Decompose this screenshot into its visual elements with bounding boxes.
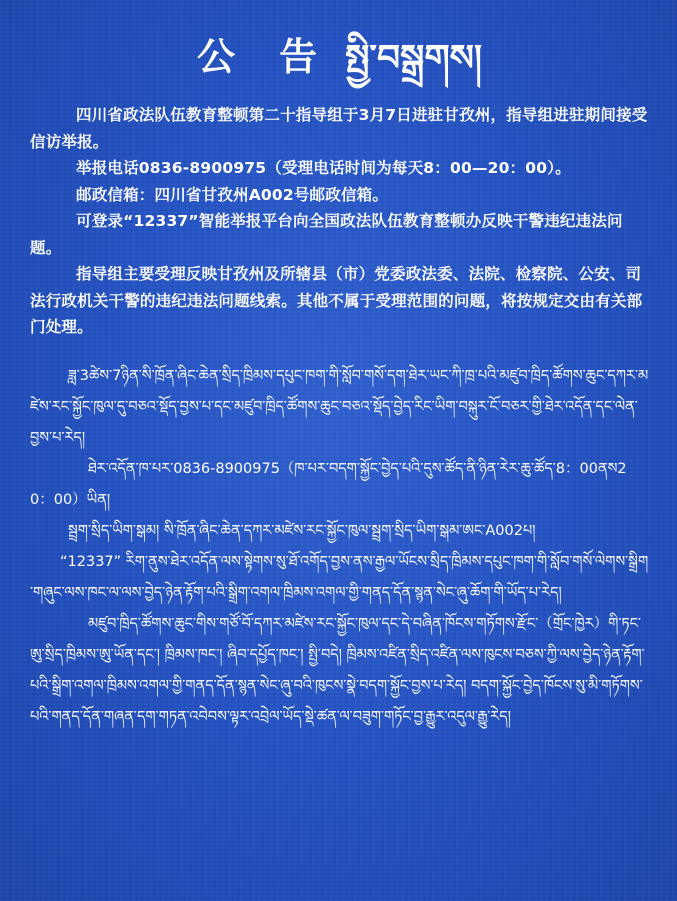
cn-paragraph-mailbox: 邮政信箱：四川省甘孜州A002号邮政信箱。 (76, 185, 389, 204)
title-chinese-1: 公 (197, 35, 236, 79)
cn-paragraph-scope: 指导组主要受理反映甘孜州及所辖县（市）党委政法委、法院、检察院、公安、司法行政机关干警的违纪违法问题线索。其他不属于受理范围的问题，将按规定交由有关部门处理。 (30, 265, 643, 336)
title-chinese-2: 告 (279, 35, 318, 79)
bo-paragraph-mailbox: སྦྲག་སྲིད་ཡིག་སྒམ། སི་ཁྲོན་ཞིང་ཆེན་དཀར་མཛེས་རང་སྐྱོང་ཁུལ་སྦྲག་སྲིད་ཡིག་སྒམ་ཨང་A002པ། (68, 522, 536, 539)
cn-paragraph-intro: 四川省政法队伍教育整顿第二十指导组于3月7日进驻甘孜州，指导组进驻期间接受信访举报。 (30, 106, 648, 151)
bo-paragraph-phone: ཐེར་འདོན་ཁ་པར་0836-8900975（ཁ་པར་བདག་སྐྱོང་བྱེད་པའི་དུས་ཚོད་ནི་ཉིན་རེར་ཆུ་ཚོད་8：00ནས20：00）ཡིན། (30, 460, 627, 508)
bo-paragraph-scope: མཛུབ་ཁྲིད་ཚོགས་ཆུང་གིས་གཙོ་བོ་དཀར་མཛེས་རང་སྐྱོང་ཁུལ་དང་དེ་བཞིན་ཁོངས་གཏོགས་རྫོང་（གྲོང་ཁྱེར）གི་ཏང་ཨུ་སྲིད་ཁྲིམས་ཨུ་ཡོན་དང་། ཁྲིམས་ཁང་། ཞིབ་དཔྱོད་ཁང་། སྤྱི་བདེ། ཁྲིམས་འཛིན་སྲིད་འཛིན་ལས་ཁུངས་བཅས་ཀྱི་ལས་བྱེད་ཉེན་རྟོག་པའི་སྒྲིག་འགལ་ཁྲིམས་འགལ་གྱི་གནད་དོན་སྙན་སེང་ཞུ་བའི་ཁུངས་སྣེ་བདག་སྐྱོང་བྱས་པ་རེད། བདག་སྐྱོང་བྱེད་ཁོངས་སུ་མི་གཏོགས་པའི་གནད་དོན་གཞན་དག་གཏན་འབེབས་ལྟར་འབྲེལ་ཡོད་སྡེ་ཚན་ལ་བཟུག་གཏོང་བྱ་རྒྱུར་འདུལ་རྒྱུ་རེད། (30, 615, 645, 725)
bo-paragraph-platform: “12337” རིག་ནུས་ཐེར་འདོན་ལས་སྟེགས་སུ་ཐོ་འགོད་བྱས་ནས་རྒྱལ་ཡོངས་སྲིད་ཁྲིམས་དཔུང་ཁག་གི་སློབ་གསོ་ལེགས་སྒྲིག་གཞུང་ལས་ཁང་ལ་ལས་བྱེད་ཉེན་རྟོག་པའི་སྒྲིག་འགལ་ཁྲིམས་འགལ་གྱི་གནད་དོན་སྙན་སེང་ཞུ་ཆོག་གི་ཡོད་པ་རེད། (30, 553, 649, 601)
cn-paragraph-platform: 可登录“12337”智能举报平台向全国政法队伍教育整顿办反映干警违纪违法问题。 (30, 212, 623, 257)
cn-paragraph-phone: 举报电话0836-8900975（受理电话时间为每天8：00—20：00）。 (76, 159, 571, 177)
notice-title (30, 26, 649, 88)
tibetan-section (30, 361, 649, 733)
title-tibetan: སྤྱི་བསྒྲགས། (345, 37, 482, 79)
chinese-section (30, 102, 649, 341)
bo-paragraph-intro: ཟླ་3ཚེས་7ཉིན་སི་ཁྲོན་ཞིང་ཆེན་སྲིད་ཁྲིམས་དཔུང་ཁག་གི་སློབ་གསོ་དག་ཐེར་ཡང་ཀི་ཁྲ་པའི་མཛུབ་ཁྲིད་ཚོགས་ཆུང་དཀར་མཛེས་རང་སྐྱོང་ཁུལ་དུ་བཅའ་སྡོད་བྱས་པ་དང་མཛུབ་ཁྲིད་ཚོགས་ཆུང་བཅའ་སྡོད་བྱེད་རིང་ཡིག་བསྐུར་ངོ་བཅར་གྱི་ཐེར་འདོན་དང་ལེན་བྱས་པ་རེད། (30, 367, 649, 446)
